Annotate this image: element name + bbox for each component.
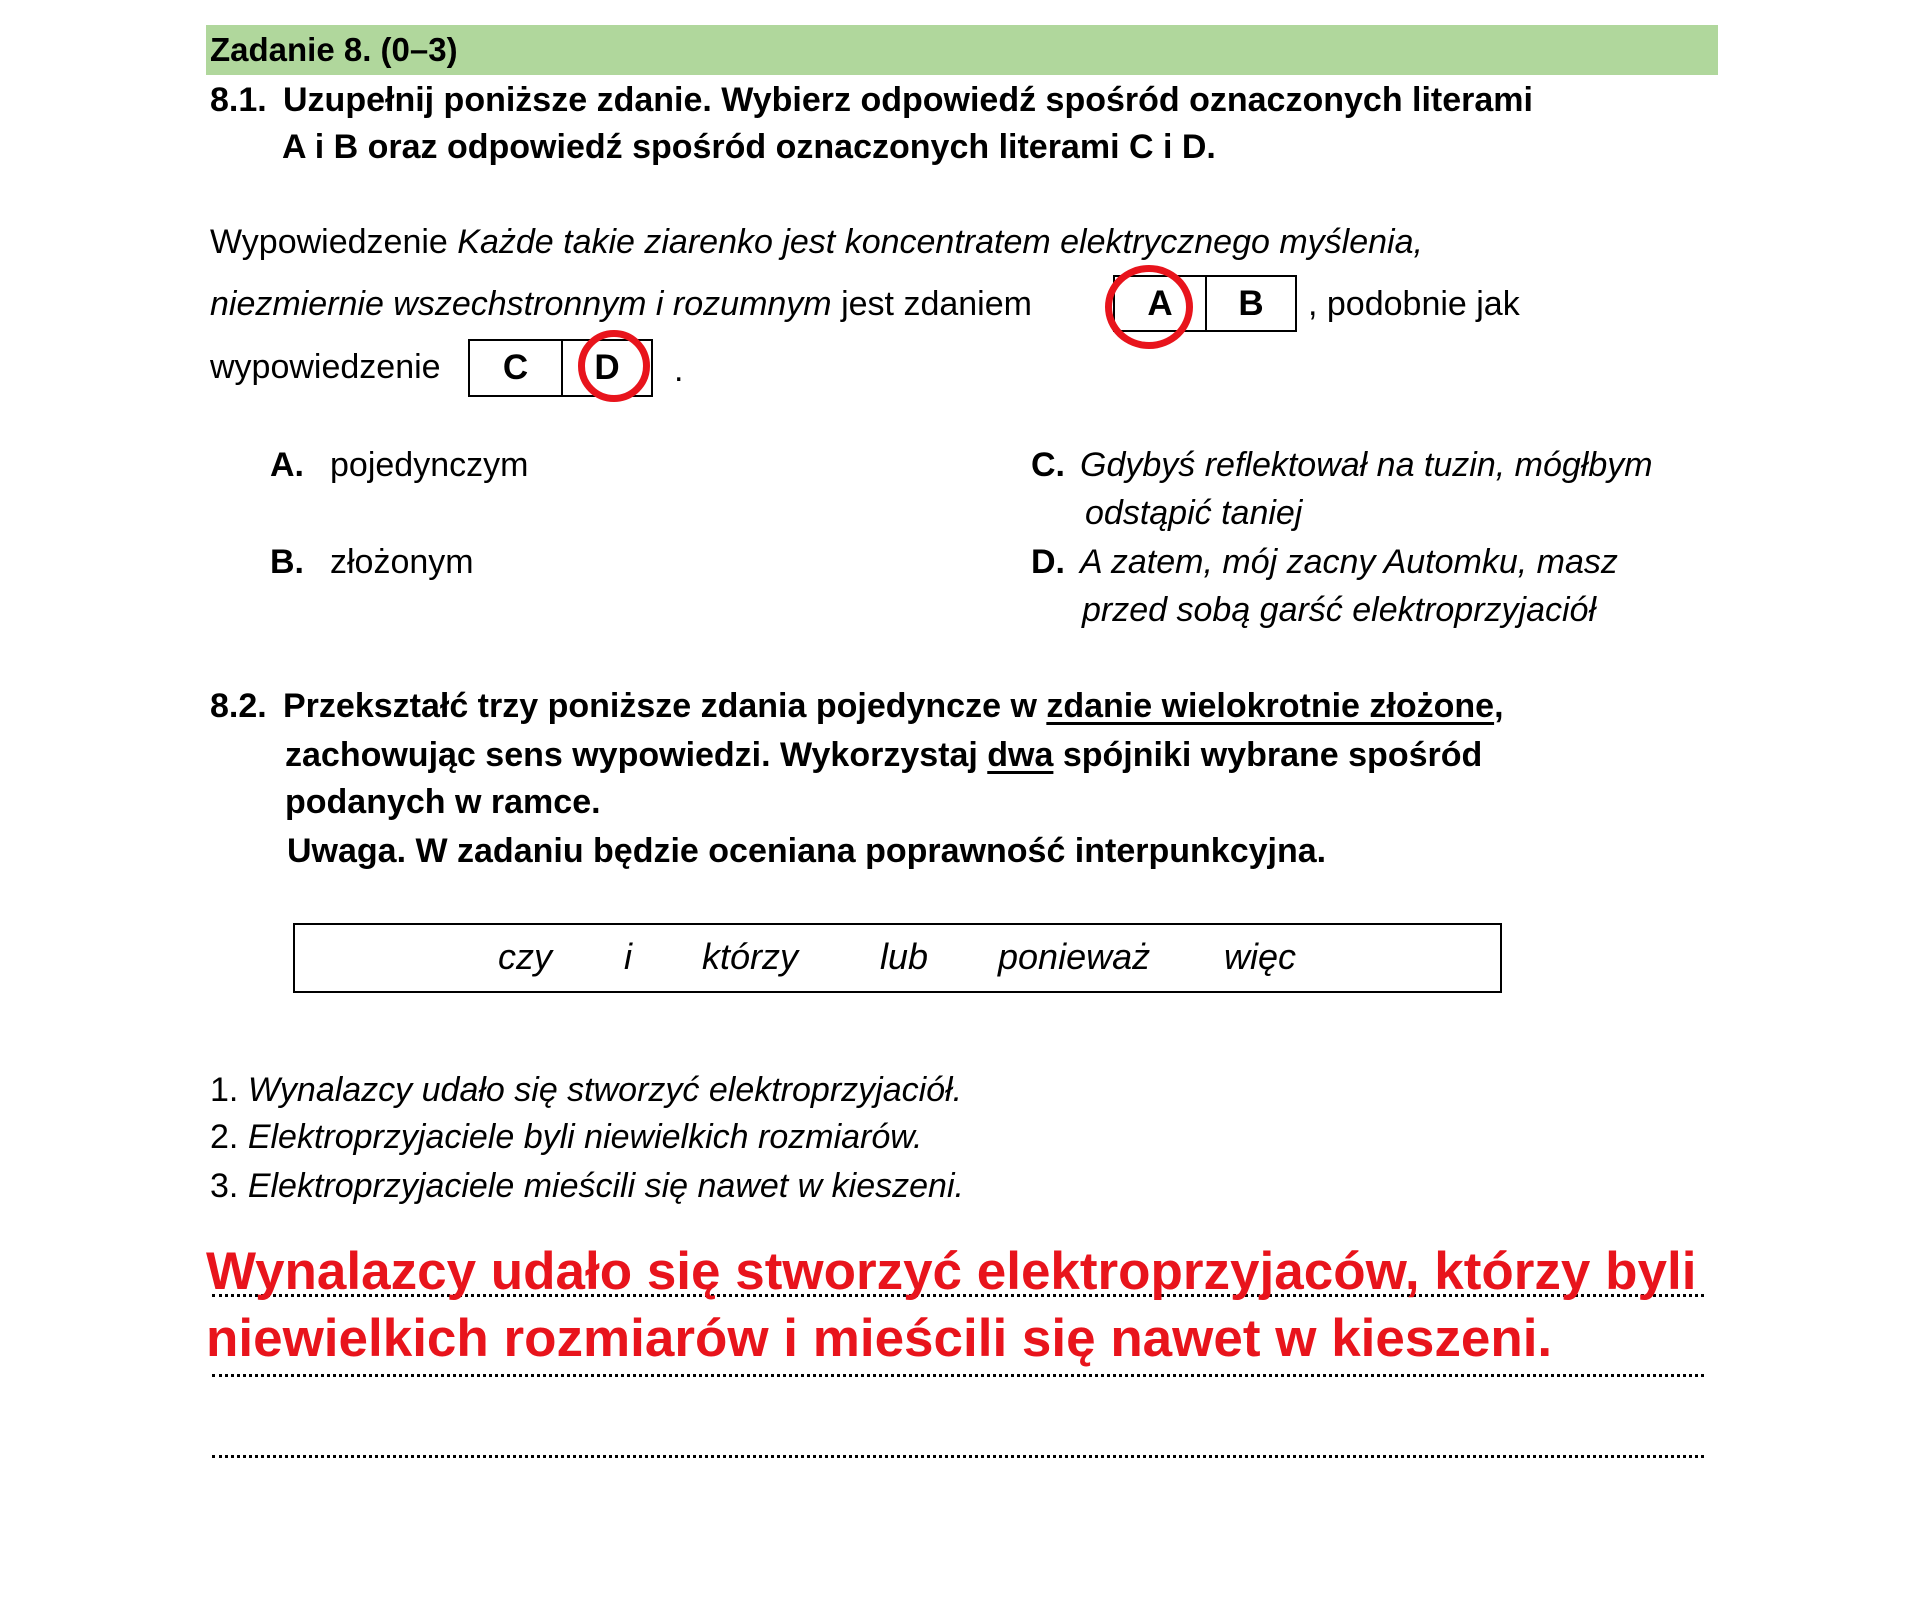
instruction-text: ,	[1494, 687, 1504, 725]
q82-number: 8.2.	[210, 687, 267, 725]
choice-box-a[interactable]: A	[1113, 275, 1207, 332]
answer-dotted-line-3	[212, 1455, 1704, 1458]
option-a-text: pojedynczym	[330, 446, 529, 484]
option-d-letter: D.	[1031, 543, 1065, 581]
option-a-letter: A.	[270, 446, 304, 484]
sentence-item-text: Elektroprzyjaciele byli niewielkich rozmiarów.	[247, 1118, 923, 1156]
option-c-text-line2: odstąpić taniej	[1085, 494, 1303, 532]
sentence-item-text: Elektroprzyjaciele mieścili się nawet w kieszeni.	[247, 1167, 964, 1205]
option-c-letter: C.	[1031, 446, 1065, 484]
option-d-text-line2: przed sobą garść elektroprzyjaciół	[1082, 591, 1597, 629]
q82-instruction-line2	[285, 735, 1482, 775]
answer-text-line2: niewielkich rozmiarów i mieścili się nawet w kieszeni.	[206, 1309, 1553, 1368]
sentence-text-wypowiedzenie: wypowiedzenie	[210, 348, 441, 386]
conjunction-ktorzy: którzy	[702, 936, 799, 977]
selected-circle-d	[578, 330, 650, 402]
sentence-item-1	[210, 1070, 962, 1110]
sentence-number: 2.	[210, 1118, 239, 1156]
sentence-end-dot: .	[674, 351, 684, 389]
instruction-text: spójniki wybrane spośród	[1053, 736, 1483, 774]
q81-number: 8.1.	[210, 81, 267, 119]
conjunction-czy: czy	[498, 936, 552, 977]
q81-instruction-line1: Uzupełnij poniższe zdanie. Wybierz odpowiedź spośród oznaczonych literami	[283, 81, 1533, 119]
q81-sentence-line2	[210, 284, 1032, 324]
instruction-underlined: dwa	[987, 736, 1054, 774]
q81-instruction-line2: A i B oraz odpowiedź spośród oznaczonych literami C i D.	[282, 128, 1216, 166]
conjunction-i: i	[624, 936, 632, 977]
sentence-number: 3.	[210, 1167, 239, 1205]
sentence-item-2	[210, 1117, 922, 1157]
choice-box-d[interactable]: D	[561, 339, 653, 397]
q82-note: Uwaga. W zadaniu będzie oceniana poprawność interpunkcyjna.	[287, 832, 1327, 870]
sentence-item-text: Wynalazcy udało się stworzyć elektroprzyjaciół.	[247, 1071, 963, 1109]
q82-instruction-line1	[283, 686, 1504, 726]
instruction-text: zachowując sens wypowiedzi. Wykorzystaj	[285, 736, 988, 774]
conjunction-wiec: więc	[1224, 936, 1297, 977]
conjunction-lub: lub	[880, 936, 929, 977]
instruction-text: Przekształć trzy poniższe zdania pojedyncze w	[283, 687, 1047, 725]
answer-text-line1: Wynalazcy udało się stworzyć elektroprzyjaców, którzy byli	[206, 1242, 1697, 1301]
sentence-number: 1.	[210, 1071, 239, 1109]
task-title: Zadanie 8. (0–3)	[210, 31, 458, 68]
conjunction-poniewaz: ponieważ	[998, 936, 1151, 977]
choice-box-c[interactable]: C	[468, 339, 563, 397]
option-d-text-line1: A zatem, mój zacny Automku, masz	[1080, 543, 1618, 581]
selected-circle-a	[1105, 265, 1193, 349]
option-c-text-line1: Gdybyś reflektował na tuzin, mógłbym	[1080, 446, 1653, 484]
q81-sentence-line1	[210, 222, 1423, 262]
sentence-text-continuation: , podobnie jak	[1308, 285, 1520, 323]
sentence-quote: Każde takie ziarenko jest koncentratem elektrycznego myślenia,	[457, 223, 1423, 261]
sentence-text: jest zdaniem	[831, 285, 1032, 323]
option-b-text: złożonym	[330, 543, 474, 581]
q82-instruction-line3: podanych w ramce.	[285, 783, 601, 821]
choice-box-b[interactable]: B	[1205, 275, 1297, 332]
answer-dotted-line-2	[212, 1374, 1704, 1377]
sentence-item-3	[210, 1166, 964, 1206]
instruction-underlined: zdanie wielokrotnie złożone	[1046, 687, 1495, 725]
sentence-quote: niezmiernie wszechstronnym i rozumnym	[210, 285, 832, 323]
sentence-text: Wypowiedzenie	[210, 223, 458, 261]
option-b-letter: B.	[270, 543, 304, 581]
